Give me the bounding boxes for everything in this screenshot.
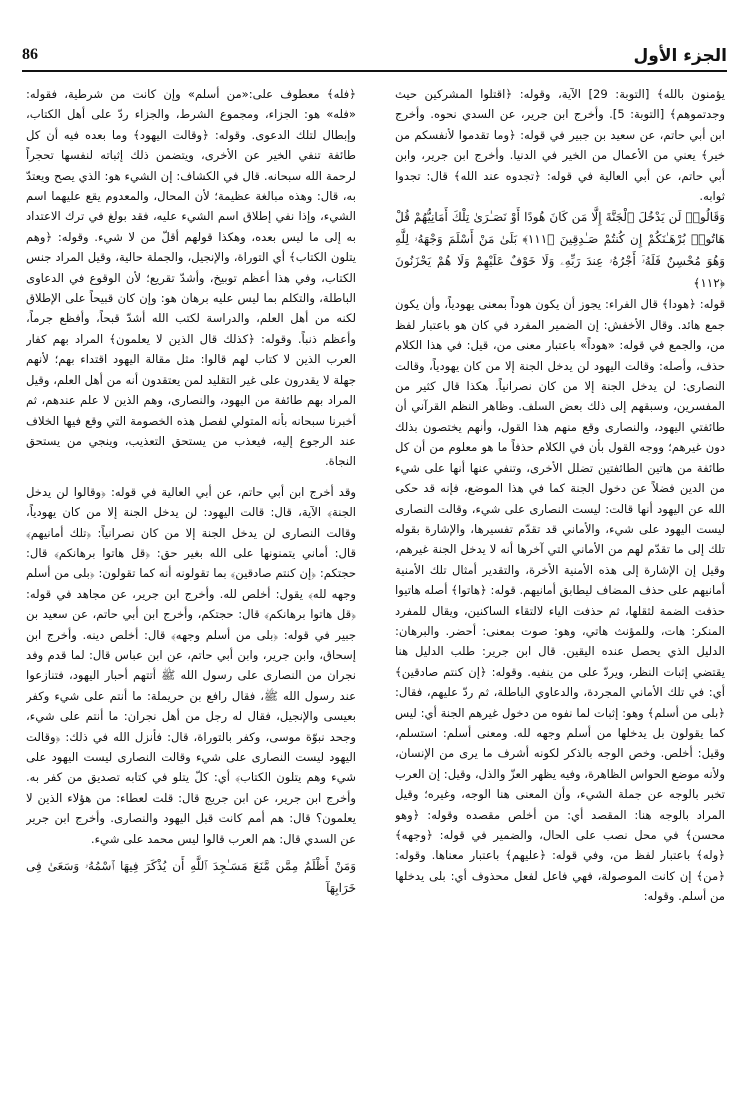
paragraph: قوله: ﴿هودا﴾ قال الفراء: يجوز أن يكون هوداً بمعنى يهودياً، وأن يكون جمع هائد. وقال الأخفش: إن الضمير المفرد في كان هو باعتبار لفظ من، والجمع في قوله: «هوداً» باعتبار معنى من، قيل: في هذا الكلام حذف، وأصله: وقالت اليهود لن يدخل الجنة إلا من كان يهودياً، وقالت النصارى: لن يدخل الجنة إلا من كان نصرانياً. هكذا قال كثير من المفسرين، وسبقهم إلى ذلك بعض السلف. وظاهر النظم القرآني أن طائفتي اليهود، والنصارى وقع منهم هذا القول، وأنهم يختصون بذلك دون غيرهم؛ ووجه القول بأن في الكلام حذفاً ما هو معلوم من أن كل طائفة من هاتين الطائفتين تضلل الأخرى، وتنفي عنها أنها على شيء من الدين فضلاً عن دخول الجنة كما في هذا الموضع، فإنه قد حكى الله عن اليهود أنها قالت: ليست النصارى على شيء، وقالت النصارى ليست اليهود على شيء، والأماني قد تقدّم تفسيرها، والإشارة بقوله تلك إلى ما تقدّم لهم من الأماني التي آخرها أنه لا يدخل الجنة غيرهم، وقيل إن الإشارة إلى هذه الأمنية الأخرة، والتقدير أمثال تلك الأمنية أمانيهم على حذف المضاف ليطابق أمانيهم. قوله: ﴿هاتوا﴾ أصله هاتيوا حذفت الضمة لثقلها، ثم حذفت الياء لالتقاء الساكنين، ويقال للمفرد المنكر: هات، وللمؤنث هاتي، وهو: صوت بمعنى: أحضر. والبرهان: الدليل الذي يحصل عنده اليقين. قال ابن جرير: طلب الدليل هنا يقتضي إثبات النظر، ويردّ على من ينفيه. وقوله: ﴿إن كنتم صادقين﴾ أي: في تلك الأماني المجردة، والدعاوي الباطلة، ثم ردّ عليهم، فقال: ﴿بلى من أسلم﴾ وهو: إثبات لما نفوه من دخول غيرهم الجنة أي: ليس كما يقولون بل يدخلها من أسلم وجهه لله. ومعنى أسلم: استسلم، وقيل: أخلص. وخص الوجه بالذكر لكونه أشرف ما يرى من الإنسان، ولأنه موضع الحواس الظاهرة، وفيه يظهر العزّ والذل، وقيل: إن العرب تخبر بالوجه عن جملة الشيء، وأن المعنى هنا الوجه، وغيره؛ وقيل المراد بالوجه هنا: المقصد أي: من أخلص مقصده وقوله: ﴿وهو محسن﴾ في محل نصب على الحال، والضمير في قوله: ﴿وجهه﴾ ﴿وله﴾ باعتبار لفظ من، وفي قوله: ﴿عليهم﴾ باعتبار معناها. وقوله: ﴿من﴾ إن كانت الموصولة، فهي فاعل لفعل محذوف أي: بلى يدخلها من أسلم. وقوله: — [395, 297, 725, 904]
left-column — [26, 84, 356, 1094]
right-column — [395, 84, 725, 1094]
page-number: 86 — [22, 46, 38, 63]
paragraph-gap — [26, 472, 356, 482]
quran-verse: وَمَنْ أَظْلَمُ مِمَّن مَّنَعَ مَسَـٰجِدَ ٱللَّهِ أَن يُذْكَرَ فِيهَا ٱسْمُهُۥ وَسَعَىٰ فِى خَرَابِهَآ — [26, 859, 356, 896]
paragraph: يؤمنون بالله﴾ [التوبة: 29] الآية، وقوله: ﴿اقتلوا المشركين حيث وجدتموهم﴾ [التوبة: 5]. وأخرج ابن جرير، عن السدي نحوه. وأخرج ابن أبي حاتم، عن سعيد بن جبير في قوله: ﴿وما تقدموا لأنفسكم من خير﴾ يعني من الأعمال من الخير في الدنيا. وأخرج ابن جرير، وابن أبي حاتم، عن أبي العالية في قوله: ﴿تجدوه عند الله﴾ قال: تجدوا ثوابه. — [395, 87, 725, 204]
page-header — [22, 44, 727, 72]
part-title: الجزء الأول — [633, 46, 727, 66]
quran-verse: وَقَالُوا۟ لَن يَدْخُلَ ٱلْجَنَّةَ إِلَّا مَن كَانَ هُودًا أَوْ نَصَـٰرَىٰ تِلْكَ أَمَانِيُّهُمْ قُلْ هَاتُوا۟ بُرْهَـٰنَكُمْ إِن كُنتُمْ صَـٰدِقِينَ ﴿١١١﴾ بَلَىٰ مَنْ أَسْلَمَ وَجْهَهُۥ لِلَّهِ وَهُوَ مُحْسِنٌ فَلَهُۥٓ أَجْرُهُۥ عِندَ رَبِّهِۦ وَلَا خَوْفٌ عَلَيْهِمْ وَلَا هُمْ يَحْزَنُونَ ﴿١١٢﴾ — [395, 210, 725, 291]
paragraph: ﴿فله﴾ معطوف على:«من أسلم» وإن كانت من شرطية، فقوله: «فله» هو: الجزاء، ومجموع الشرط، والجزاء ردّ على أهل الكتاب، وإبطال لتلك الدعوى. وقوله: ﴿وقالت اليهود﴾ وما بعده فيه أن كل طائفة تنفي الخير عن الأخرى، ويتضمن ذلك إثباته لنفسها تحجراً لرحمة الله سبحانه. قال في الكشاف: إن الشيء هو: الذي يصح ويعتدّ به، قال: وهذه مبالغة عظيمة؛ لأن المحال، والمعدوم يقع عليهما اسم الشيء، وإذا نفي إطلاق اسم الشيء عليه، فقد بولغ في ترك الاعتداد به إلى ما ليس بعده، وهكذا قولهم أقلّ من لا شيء. وقوله: ﴿وهم يتلون الكتاب﴾ أي التوراة، والإنجيل، والجملة حالية، وقيل المراد جنس الكتاب، وفي هذا أعظم توبيخ، وأشدّ تقريع؛ لأن الوقوع في الدعاوى الباطلة، والتكلم بما ليس عليه برهان هو: وإن كان قبيحاً على الإطلاق لكنه من أهل العلم، والدراسة لكتب الله أشدّ قبحاً، وأفظع جرماً، وأعظم ذنباً. وقوله: ﴿كذلك قال الذين لا يعلمون﴾ المراد بهم كفار العرب الذين لا كتاب لهم قالوا: مثل مقالة اليهود اقتداء بهم؛ لأنهم جهلة لا يقدرون على غير التقليد لمن يعتقدون أنه من أهل العلم، وقيل المراد بهم طائفة من اليهود، والنصارى، وهم الذين لا علم عندهم، ثم أخبرنا سبحانه بأنه المتولي لفصل هذه الخصومة التي وقع فيها الخلاف عند الرجوع إليه، فيعذب من يستحق التعذيب، وينجي من يستحق النجاة. — [26, 87, 356, 469]
paragraph: وقد أخرج ابن أبي حاتم، عن أبي العالية في قوله: ﴿وقالوا لن يدخل الجنة﴾ الآية، قال: قالت اليهود: لن يدخل الجنة إلا من كان يهودياً، وقالت النصارى لن يدخل الجنة إلا من كان نصرانياً: ﴿تلك أمانيهم﴾ قال: أماني يتمنونها على الله بغير حق: ﴿قل هاتوا برهانكم﴾ قال: حجتكم: ﴿إن كنتم صادقين﴾ بما تقولونه أنه كما تقولون: ﴿بلى من أسلم وجهه لله﴾ يقول: أخلص لله. وأخرج ابن جرير، عن مجاهد في قوله: ﴿قل هاتوا برهانكم﴾ قال: حجتكم، وأخرج ابن أبي حاتم، عن سعيد بن جبير في قوله: ﴿بلى من أسلم وجهه﴾ قال: أخلص دينه. وأخرج ابن إسحاق، وابن جرير، وابن أبي حاتم، عن ابن عباس قال: لما قدم وفد نجران من النصارى على رسول الله ﷺ أتتهم أحبار اليهود، فتنازعوا عند رسول الله ﷺ، فقال رافع بن حريملة: ما أنتم على شيء وكفر بعيسى والإنجيل، فقال له رجل من أهل نجران: ما أنتم على شيء، وجحد نبوّة موسى، وكفر بالتوراة، قال: فأنزل الله في ذلك: ﴿وقالت اليهود ليست النصارى على شيء وقالت النصارى ليست اليهود على شيء وهم يتلون الكتاب﴾ أي: كلّ يتلو في كتابه تصديق من كفر به. وأخرج ابن جرير، عن ابن جريج قال: قلت لعطاء: من هؤلاء الذين لا يعلمون؟ قال: هم أمم كانت قبل اليهود والنصارى. وأخرج ابن جرير عن السدي قال: هم العرب قالوا ليس محمد على شيء. — [26, 484, 356, 846]
